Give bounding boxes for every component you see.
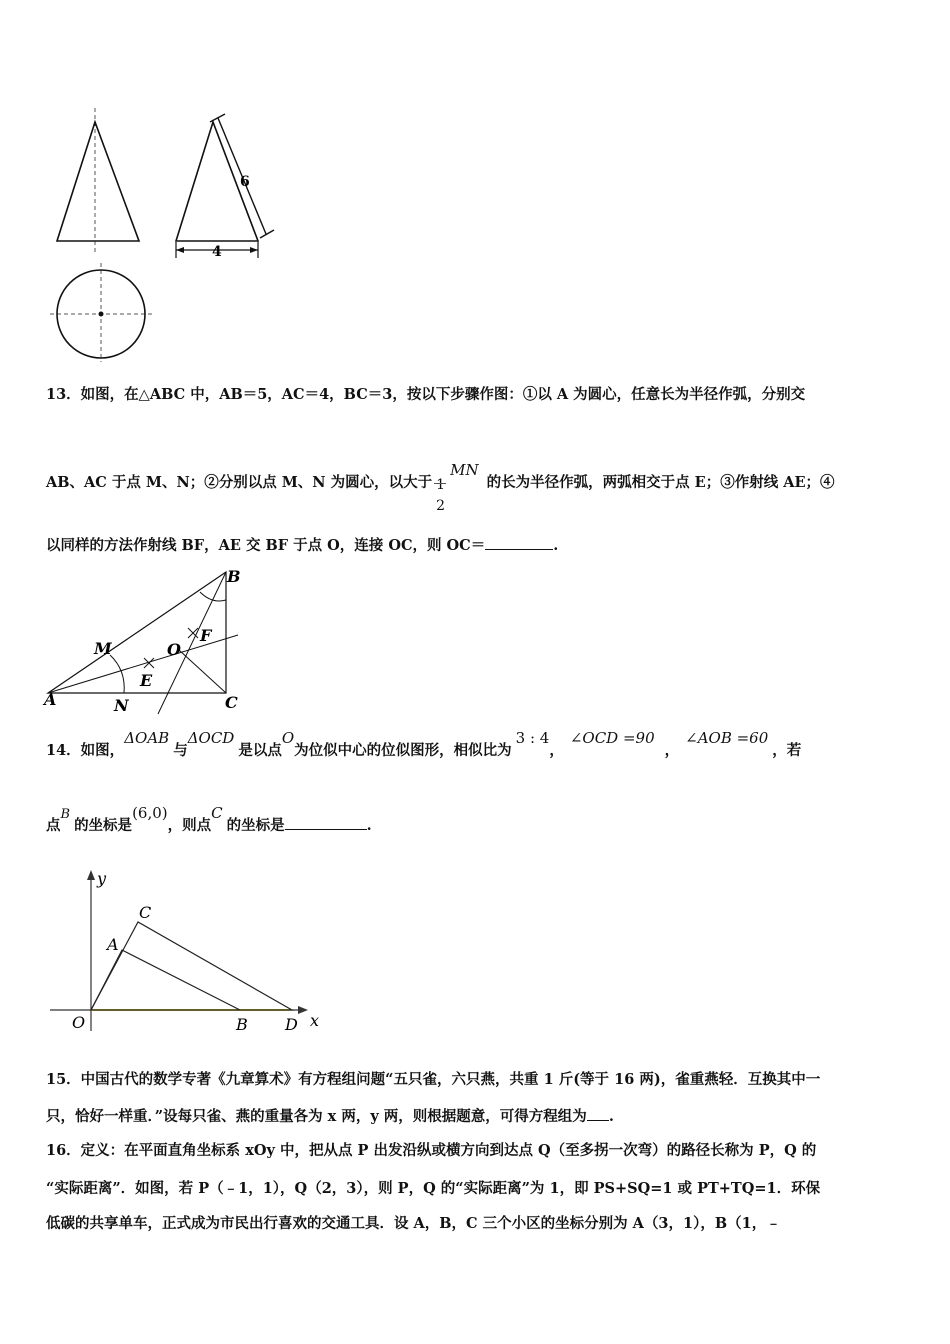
label-b: B [227,567,241,586]
cone-three-views-figure [40,100,290,365]
front-view-triangle [57,122,139,241]
q16-line-1: 16．定义：在平面直角坐标系 xOy 中，把从点 P 出发沿纵或横方向到达点 Q（至多拐一次弯）的路径长称为 P，Q 的 [46,1142,817,1159]
q13-line-1: 13．如图，在△ABC 中，AB＝5，AC＝4，BC＝3，按以下步骤作图：①以 A 为圆心，任意长为半径作弧，分别交 [46,386,806,403]
label-m: M [94,639,112,658]
q14-l2-mid2: ，则点 [167,817,212,834]
arc-mn [110,655,124,693]
point-b: B [60,807,71,822]
y-axis-arrow [87,870,95,880]
fig-label-b: B [236,1015,248,1034]
q13-line-3 [46,535,558,556]
triangle-oab: ΔOAB [124,729,170,747]
q14-text-c: ，若 [772,742,802,759]
q13-line-2-start: AB、AC 于点 M、N；②分别以点 M、N 为圆心，以大于 [46,474,433,491]
fig-label-c: C [139,903,152,922]
q14-prefix: 14．如图， [46,742,125,759]
q16-line-2: “实际距离”．如图，若 P（﹣1，1），Q（2，3），则 P，Q 的“实际距离”为 1，即 PS+SQ=1 或 PT+TQ=1．环保 [46,1180,821,1197]
segment-oc [179,650,226,693]
label-o: O [167,640,181,659]
label-a: A [44,690,57,709]
label-n: N [114,696,129,715]
q15-line-1: 15．中国古代的数学专著《九章算术》有方程组问题“五只雀，六只燕，共重 1 斤(等于 16 两)，雀重燕轻．互换其中一 [46,1071,821,1088]
q14-line-1 [46,729,802,761]
q15-line-2-period: . [608,1108,614,1125]
q13-line-2-end: 的长为半径作弧，两弧相交于点 E；③作射线 AE；④ [486,474,835,491]
angle-aob: ∠AOB =60 [685,729,769,747]
q16-line-3: 低碳的共享单车，正式成为市民出行喜欢的交通工具．设 A，B，C 三个小区的坐标分别为 A（3，1），B（1，﹣ [46,1215,781,1232]
q13-line-2 [46,460,835,514]
triangle-oab-shape [91,950,240,1010]
q14-coordinate-figure [40,868,340,1038]
angle-ocd: ∠OCD =90 [569,729,655,747]
q14-l2-end: . [366,817,372,834]
q14-text-a: 是以点 [238,742,282,759]
q14-l2-pre: 点 [46,817,61,834]
triangle-ocd: ΔOCD [187,729,235,747]
q13-answer-blank[interactable] [485,535,553,550]
q14-answer-blank[interactable] [285,815,367,830]
q15-line-2 [46,1106,614,1127]
triangle-ocd-shape [91,922,292,1010]
axis-label-x: x [310,1011,320,1030]
label-f: F [200,626,212,645]
fraction-one-half [434,463,448,514]
x-axis-arrow [298,1006,308,1014]
axis-label-y: y [97,869,107,888]
fig-label-d: D [285,1015,298,1034]
fraction-denominator: 2 [436,498,446,514]
fig-label-a: A [107,935,119,954]
q14-l2-mid3: 的坐标是 [226,817,285,834]
q13-line-3-period: . [553,537,559,554]
base-length-label: 4 [212,244,222,260]
fraction-numerator: 1 [436,477,446,493]
q14-line-2 [46,804,372,837]
q13-line-3-text: 以同样的方法作射线 BF，AE 交 BF 于点 O，连接 OC，则 OC＝ [46,537,486,554]
q14-comma-2: ， [664,742,680,759]
q14-l2-mid: 的坐标是 [74,817,133,834]
q15-line-2-text: 只，恰好一样重．”设每只雀、燕的重量各为 x 两，y 两，则根据题意，可得方程组为 [46,1108,587,1125]
coordinate-b: (6,0) [132,804,168,822]
q15-answer-blank[interactable] [587,1106,609,1121]
q14-comma-1: ， [549,742,564,759]
point-c: C [211,804,223,822]
q13-triangle-figure [40,562,260,717]
center-point-o: O [281,729,295,747]
q14-text-b: 为位似中心的位似图形，相似比为 [294,742,512,759]
segment-mn: MN [450,461,479,479]
arc-near-b [200,592,226,601]
fig-label-o: O [72,1013,86,1032]
top-view-center-dot [99,312,104,317]
label-e: E [140,671,153,690]
slant-length-label: 6 [240,174,250,190]
label-c: C [225,693,238,712]
similarity-ratio: 3 : 4 [515,729,550,747]
q14-and: 与 [173,742,188,759]
